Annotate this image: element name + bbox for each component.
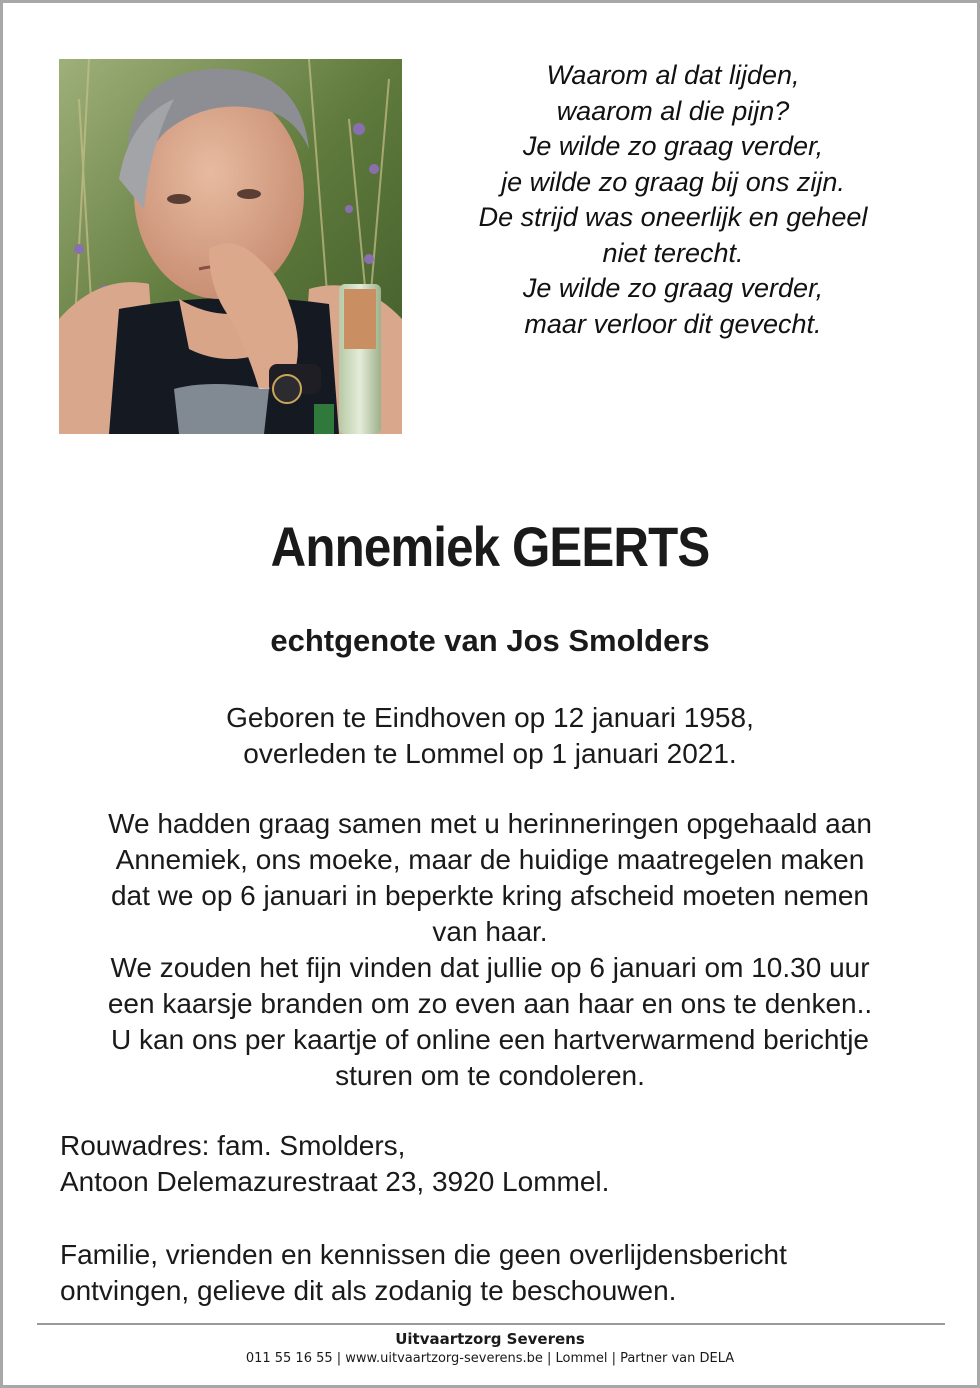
birth-death-info bbox=[3, 700, 977, 772]
message-line: We hadden graag samen met u herinneringen opgehaald aan bbox=[108, 808, 872, 839]
poem-line: De strijd was oneerlijk en geheel bbox=[478, 202, 868, 232]
footer-divider bbox=[37, 1323, 945, 1325]
poem bbox=[423, 58, 923, 342]
funeral-home-name: Uitvaartzorg Severens bbox=[395, 1330, 585, 1348]
message-line: een kaarsje branden om zo even aan haar en ons te denken.. bbox=[107, 988, 873, 1019]
message-line: sturen om te condoleren. bbox=[335, 1060, 645, 1091]
poem-line: waarom al die pijn? bbox=[556, 95, 790, 126]
message-line: Annemiek, ons moeke, maar de huidige maatregelen maken bbox=[115, 844, 865, 875]
family-notice bbox=[60, 1237, 940, 1309]
message-line: We zouden het fijn vinden dat jullie op 6 januari om 10.30 uur bbox=[110, 952, 870, 983]
portrait-photo bbox=[59, 59, 402, 434]
address-line: Rouwadres: fam. Smolders, bbox=[60, 1130, 406, 1161]
poem-line: Je wilde zo graag verder, bbox=[522, 131, 824, 161]
spouse-relation: echtgenote van Jos Smolders bbox=[270, 623, 710, 658]
death-line: overleden te Lommel op 1 januari 2021. bbox=[243, 738, 737, 769]
funeral-home-contact: 011 55 16 55 | www.uitvaartzorg-severens.be | Lommel | Partner van DELA bbox=[245, 1351, 735, 1366]
deceased-name: Annemiek GEERTS bbox=[270, 515, 710, 578]
poem-line: Je wilde zo graag verder, bbox=[522, 273, 824, 303]
notice-line: ontvingen, gelieve dit als zodanig te beschouwen. bbox=[60, 1275, 677, 1306]
birth-line: Geboren te Eindhoven op 12 januari 1958, bbox=[226, 702, 754, 733]
message-line: van haar. bbox=[432, 916, 548, 947]
message-line: U kan ons per kaartje of online een hartverwarmend berichtje bbox=[111, 1024, 869, 1055]
poem-line: maar verloor dit gevecht. bbox=[524, 308, 822, 339]
family-message bbox=[3, 806, 977, 1094]
notice-line: Familie, vrienden en kennissen die geen overlijdensbericht bbox=[60, 1239, 787, 1270]
address-line: Antoon Delemazurestraat 23, 3920 Lommel. bbox=[60, 1166, 610, 1197]
poem-line: niet terecht. bbox=[602, 237, 744, 268]
mourning-address bbox=[60, 1128, 940, 1200]
poem-line: Waarom al dat lijden, bbox=[546, 60, 800, 90]
poem-line: je wilde zo graag bij ons zijn. bbox=[501, 166, 845, 197]
message-line: dat we op 6 januari in beperkte kring afscheid moeten nemen bbox=[110, 880, 870, 911]
